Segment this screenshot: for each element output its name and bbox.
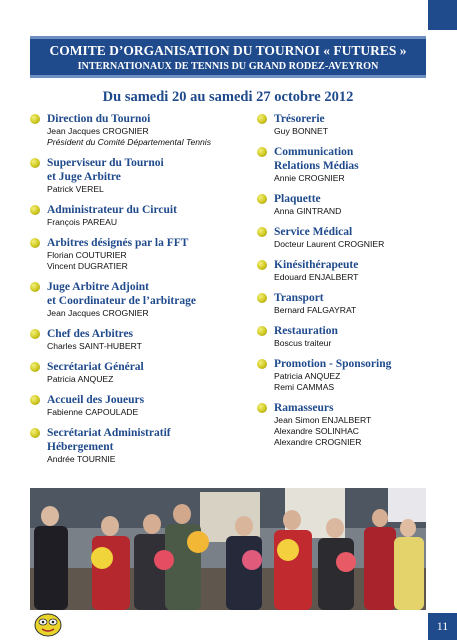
person-name: Bernard FALGAYRAT	[274, 305, 357, 315]
bullet-icon	[257, 114, 267, 124]
person-name: Fabienne CAPOULADE	[47, 407, 139, 417]
committee-entry	[257, 225, 437, 250]
person-name: Andrée TOURNIE	[47, 454, 116, 464]
person-name: Alexandre SOLINHAC	[274, 426, 360, 436]
person-name: Annie CROGNIER	[274, 173, 345, 183]
corner-tab	[428, 0, 457, 30]
person-name: Anna GINTRAND	[274, 206, 342, 216]
person-name: Patrick VEREL	[47, 184, 104, 194]
committee-entry	[257, 145, 437, 184]
role-title: Restauration	[274, 325, 338, 337]
role-title: Kinésithérapeute	[274, 259, 359, 271]
person-name: Guy BONNET	[274, 126, 328, 136]
role-title: Chef des Arbitres	[47, 328, 134, 340]
bullet-icon	[30, 114, 40, 124]
committee-entry	[30, 393, 245, 418]
role-title: Ramasseurs	[274, 402, 334, 414]
role-title: Plaquette	[274, 193, 321, 205]
person-name: François PAREAU	[47, 217, 118, 227]
committee-entry	[257, 291, 437, 316]
committee-entry	[30, 360, 245, 385]
group-photo	[30, 488, 426, 610]
committee-entry	[257, 258, 437, 283]
bullet-icon	[30, 395, 40, 405]
date-line: Du samedi 20 au samedi 27 octobre 2012	[102, 89, 354, 105]
bullet-icon	[30, 362, 40, 372]
committee-entry	[30, 327, 245, 352]
bullet-icon	[257, 147, 267, 157]
committee-entry	[257, 401, 437, 448]
committee-entry	[30, 203, 245, 228]
role-title: Direction du Tournoi	[47, 113, 151, 125]
person-name: Jean Jacques CROGNIER	[47, 126, 149, 136]
committee-entry	[257, 324, 437, 349]
right-column	[257, 112, 437, 456]
role-title: Relations Médias	[274, 160, 359, 172]
left-column	[30, 112, 245, 473]
role-title: et Coordinateur de l’arbitrage	[47, 295, 196, 307]
committee-entry	[30, 236, 245, 272]
role-title: Communication	[274, 146, 354, 158]
person-name: Alexandre CROGNIER	[274, 437, 362, 447]
person-name: Jean Jacques CROGNIER	[47, 308, 149, 318]
person-name: Patricia ANQUEZ	[274, 371, 341, 381]
bullet-icon	[257, 227, 267, 237]
person-name: Patricia ANQUEZ	[47, 374, 114, 384]
committee-entry	[30, 426, 245, 465]
person-name: Remi CAMMAS	[274, 382, 335, 392]
header-subtitle: INTERNATIONAUX DE TENNIS DU GRAND RODEZ-AVEYRON	[77, 61, 379, 72]
person-name: Boscus traiteur	[274, 338, 332, 348]
bullet-icon	[30, 428, 40, 438]
role-title: Arbitres désignés par la FFT	[47, 237, 189, 249]
bullet-icon	[30, 158, 40, 168]
person-name: Edouard ENJALBERT	[274, 272, 359, 282]
person-name: Jean Simon ENJALBERT	[274, 415, 372, 425]
role-title: Superviseur du Tournoi	[47, 157, 164, 169]
header-banner	[30, 36, 426, 78]
person-name: Vincent DUGRATIER	[47, 261, 128, 271]
person-name: Docteur Laurent CROGNIER	[274, 239, 385, 249]
committee-entry	[257, 112, 437, 137]
committee-entry	[257, 357, 437, 393]
role-title: Accueil des Joueurs	[47, 394, 145, 406]
committee-entry	[257, 192, 437, 217]
role-title: Administrateur du Circuit	[47, 204, 177, 216]
bullet-icon	[30, 282, 40, 292]
bullet-icon	[30, 329, 40, 339]
bullet-icon	[257, 359, 267, 369]
bullet-icon	[257, 326, 267, 336]
person-name: Charles SAINT-HUBERT	[47, 341, 142, 351]
role-title: et Juge Arbitre	[47, 171, 121, 183]
role-title: Hébergement	[47, 441, 114, 453]
committee-entry	[30, 156, 245, 195]
person-name: Florian COUTURIER	[47, 250, 127, 260]
page-number: 11	[428, 613, 457, 640]
role-title: Trésorerie	[274, 113, 325, 125]
mascot-ball-icon	[31, 608, 65, 638]
header-title: COMITE D’ORGANISATION DU TOURNOI « FUTURES »	[49, 43, 407, 58]
bullet-icon	[257, 293, 267, 303]
role-title: Transport	[274, 292, 324, 304]
bullet-icon	[30, 238, 40, 248]
role-title: Juge Arbitre Adjoint	[47, 281, 150, 293]
role-title: Promotion - Sponsoring	[274, 358, 392, 370]
role-title: Secrétariat Administratif	[47, 427, 171, 439]
role-title: Secrétariat Général	[47, 361, 144, 373]
bullet-icon	[257, 194, 267, 204]
bullet-icon	[257, 260, 267, 270]
person-note: Président du Comité Départemental Tennis	[47, 137, 212, 147]
bullet-icon	[30, 205, 40, 215]
committee-entry	[30, 280, 245, 319]
role-title: Service Médical	[274, 226, 353, 238]
bullet-icon	[257, 403, 267, 413]
committee-entry	[30, 112, 245, 148]
group-photo-illustration	[30, 488, 426, 610]
